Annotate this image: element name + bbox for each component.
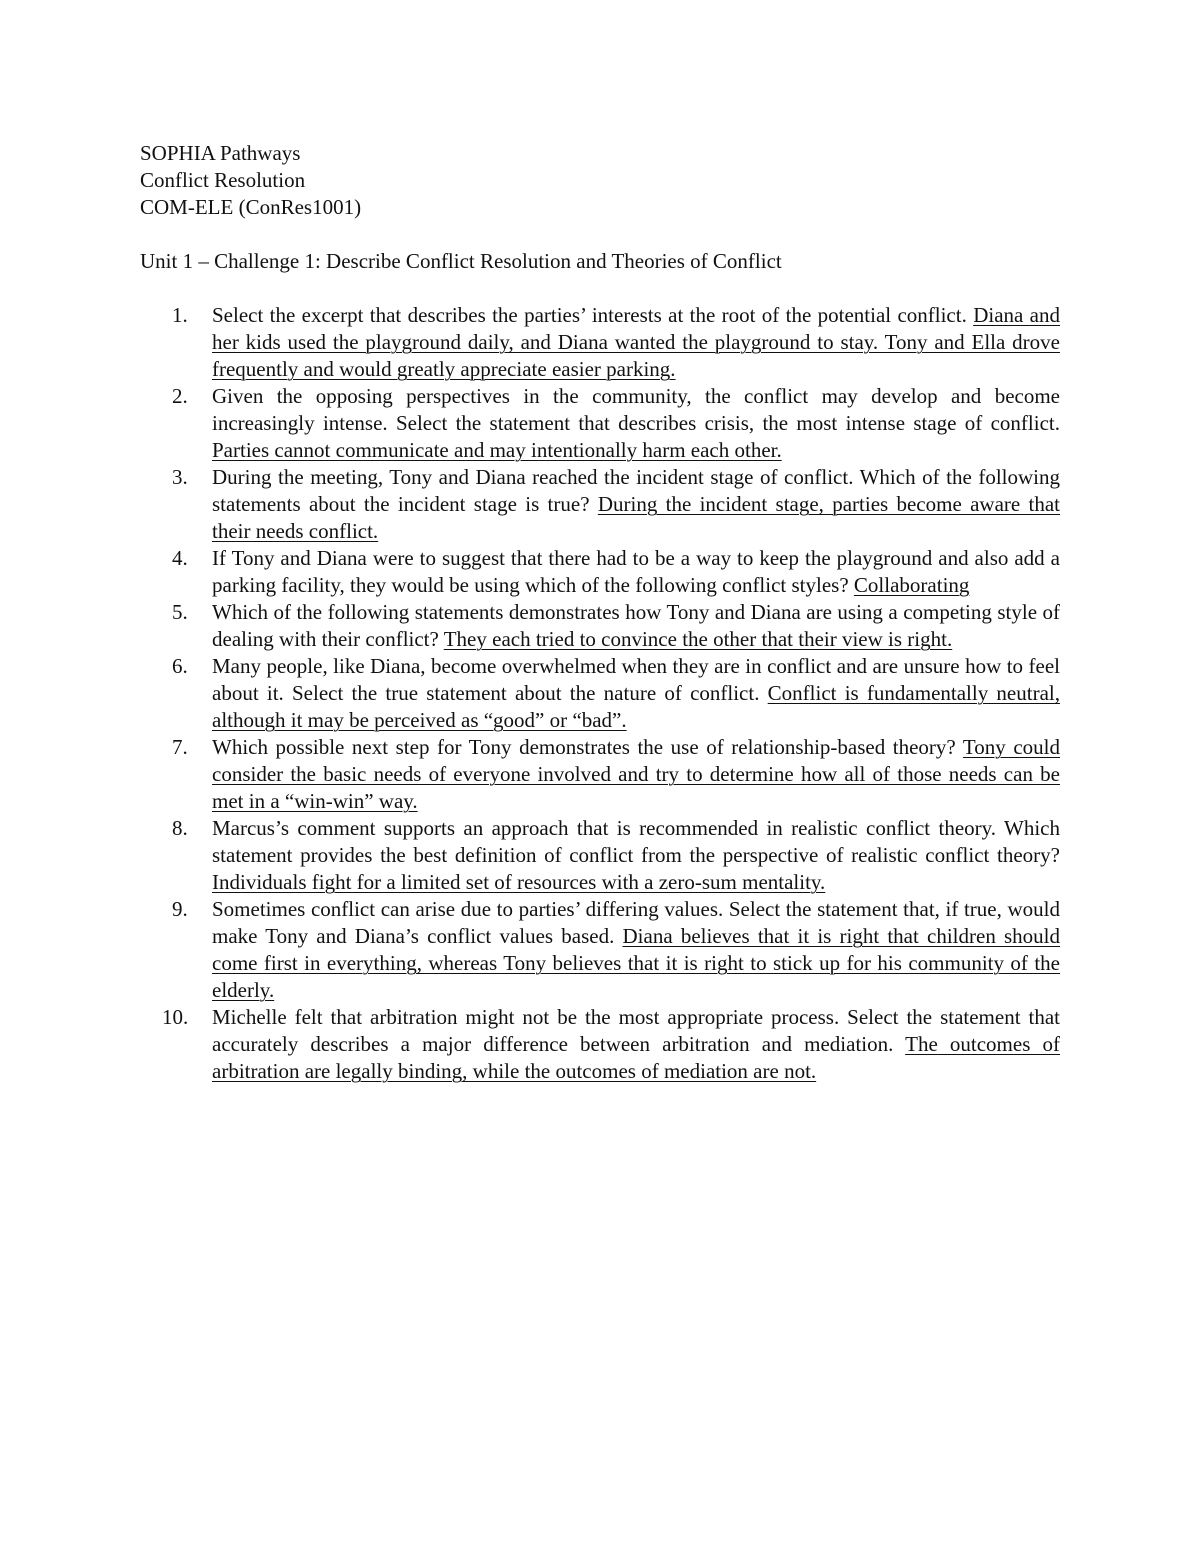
- question-text: Given the opposing perspectives in the community, the conflict may develop and become increasingly intense. Select the statement that describes crisis, the most intense stage of conflict.: [212, 384, 1060, 435]
- question-item: [140, 545, 1060, 599]
- header-course-name: Conflict Resolution: [140, 168, 306, 192]
- question-number: 2.: [172, 384, 188, 408]
- unit-title: Unit 1 – Challenge 1: Describe Conflict Resolution and Theories of Conflict: [140, 249, 782, 273]
- question-number: 9.: [172, 897, 188, 921]
- question-number: 5.: [172, 600, 188, 624]
- answer-text: The outcomes of arbitration are legally binding, while the outcomes of mediation are not.: [212, 1032, 1060, 1083]
- question-number: 7.: [172, 735, 188, 759]
- question-number: 8.: [172, 816, 188, 840]
- answer-text: Diana believes that it is right that children should come first in everything, whereas Tony believes that it is right to stick up for his community of the elderly.: [212, 924, 1060, 1002]
- question-number: 3.: [172, 465, 188, 489]
- question-item: [140, 464, 1060, 545]
- answer-text: Individuals fight for a limited set of resources with a zero-sum mentality.: [212, 870, 826, 894]
- question-text: Select the excerpt that describes the parties’ interests at the root of the potential conflict.: [212, 303, 974, 327]
- answer-text: Conflict is fundamentally neutral, although it may be perceived as “good” or “bad”.: [212, 681, 1060, 732]
- question-number: 4.: [172, 546, 188, 570]
- question-text: During the meeting, Tony and Diana reached the incident stage of conflict. Which of the following statements about the incident stage is true?: [212, 465, 1060, 516]
- answer-text: Tony could consider the basic needs of everyone involved and try to determine how all of those needs can be met in a “win-win” way.: [212, 735, 1060, 813]
- answer-text: Parties cannot communicate and may intentionally harm each other.: [212, 438, 782, 462]
- question-number: 6.: [172, 654, 188, 678]
- question-text: Which of the following statements demonstrates how Tony and Diana are using a competing style of dealing with their conflict?: [212, 600, 1060, 651]
- header-organization: SOPHIA Pathways: [140, 141, 301, 165]
- question-text: Michelle felt that arbitration might not be the most appropriate process. Select the statement that accurately describes a major difference between arbitration and mediation.: [212, 1005, 1060, 1056]
- question-item: [140, 599, 1060, 653]
- question-text: Which possible next step for Tony demonstrates the use of relationship-based theory?: [212, 735, 963, 759]
- answer-text: During the incident stage, parties become aware that their needs conflict.: [212, 492, 1060, 543]
- question-item: [140, 815, 1060, 896]
- question-list: [140, 302, 1060, 1085]
- answer-text: Collaborating: [853, 573, 970, 597]
- question-text: Many people, like Diana, become overwhelmed when they are in conflict and are unsure how to feel about it. Select the true statement about the nature of conflict.: [212, 654, 1060, 705]
- answer-text: They each tried to convince the other that their view is right.: [443, 627, 953, 651]
- document-body: [140, 140, 1060, 1085]
- question-text: Sometimes conflict can arise due to parties’ differing values. Select the statement that, if true, would make Tony and Diana’s conflict values based.: [212, 897, 1060, 948]
- question-number: 10.: [162, 1005, 189, 1029]
- question-item: [140, 383, 1060, 464]
- question-text: If Tony and Diana were to suggest that there had to be a way to keep the playground and also add a parking facility, they would be using which of the following conflict styles?: [212, 546, 1060, 597]
- question-item: [140, 1004, 1060, 1085]
- question-item: [140, 896, 1060, 1004]
- question-item: [140, 734, 1060, 815]
- header-course-code: COM-ELE (ConRes1001): [140, 195, 362, 219]
- question-item: [140, 653, 1060, 734]
- question-text: Marcus’s comment supports an approach that is recommended in realistic conflict theory. Which statement provides the best definition of conflict from the perspective of realistic conflict theory?: [212, 816, 1060, 867]
- question-number: 1.: [172, 303, 188, 327]
- question-item: [140, 302, 1060, 383]
- answer-text: Diana and her kids used the playground daily, and Diana wanted the playground to stay. Tony and Ella drove frequently and would greatly appreciate easier parking.: [212, 303, 1060, 381]
